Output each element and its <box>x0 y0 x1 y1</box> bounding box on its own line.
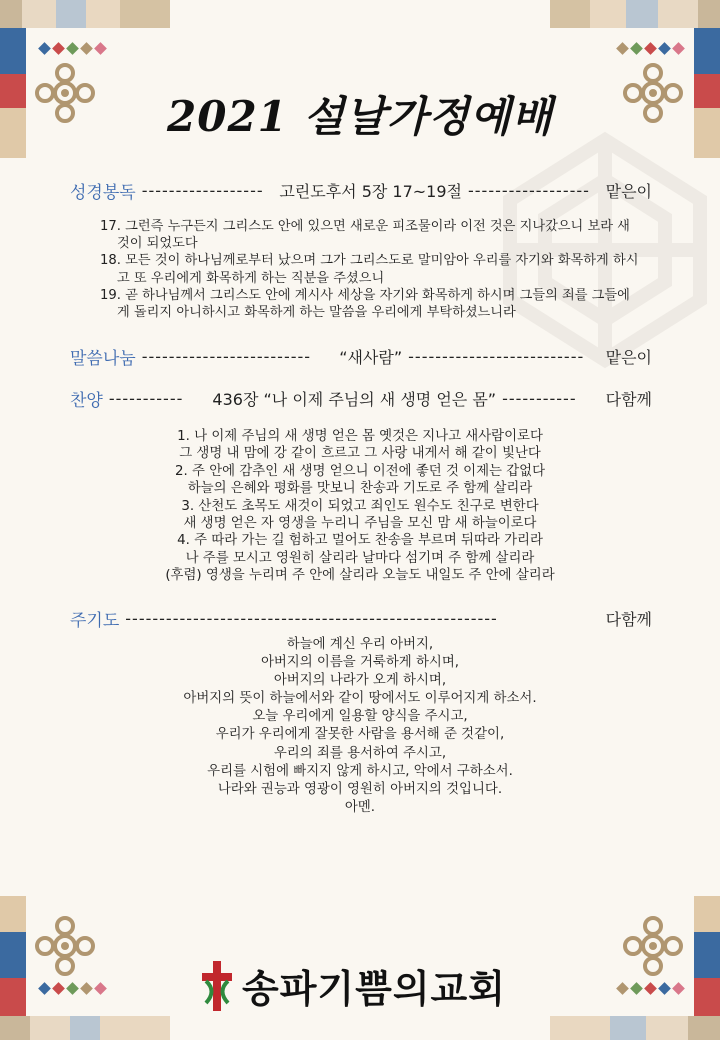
sermon-label: 말씀나눔 <box>70 349 136 369</box>
dash-leader: -------------------------- <box>408 347 585 366</box>
verse-18: 18. 모든 것이 하나님께로부터 났으며 그가 그리스도로 말미암아 우리를 자기와 화목하게 하시고 또 우리에게 화목하게 하는 직분을 주셨으니 <box>100 253 639 286</box>
diamond-row-top-left <box>40 44 105 53</box>
prayer-line: 하늘에 계신 우리 아버지, <box>286 637 434 652</box>
diamond-row-bottom-left <box>40 984 105 993</box>
prayer-line: 나라와 권능과 영광이 영원히 아버지의 것입니다. <box>217 781 503 797</box>
prayer-line: 우리를 시험에 빠지지 않게 하시고, 악에서 구하소서. <box>207 763 513 779</box>
hymn-line: 3. 산천도 초목도 새것이 되었고 죄인도 원수도 친구로 변한다 <box>181 498 539 514</box>
prayer-line: 아버지의 나라가 오게 하시며, <box>273 673 447 689</box>
dash-leader: ------------------------------------------------------- <box>125 609 498 628</box>
hymn-line: 그 생명 내 맘에 강 같이 흐르고 그 사랑 내게서 해 같이 빛난다 <box>179 446 541 462</box>
prayer-leader: 다함께 <box>605 610 652 629</box>
dash-leader: ------------------------- <box>141 347 312 366</box>
ornament-bottom-left-icon <box>34 915 96 977</box>
diamond-row-top-right <box>618 44 683 53</box>
left-bottom-pattern-strip <box>0 896 26 1016</box>
hymn-line: 2. 주 안에 감추인 새 생명 얻으니 이전에 좋던 것 이제는 갑없다 <box>174 463 546 479</box>
scripture-section-header <box>70 178 652 203</box>
prayer-line: 우리의 죄를 용서하여 주시고, <box>273 745 447 761</box>
sermon-title: “새사람” <box>339 348 403 367</box>
bottom-right-pattern-strip <box>550 1016 720 1040</box>
hymn-label: 찬양 <box>70 391 103 411</box>
prayer-section-header <box>70 606 652 631</box>
prayer-line: 아멘. <box>344 799 376 815</box>
right-bottom-pattern-strip <box>694 896 720 1016</box>
hymn-line: 새 생명 얻은 자 영생을 누리니 주님을 모신 맘 새 하늘이로다 <box>183 516 537 532</box>
page-title: 2021 설날가정예배 <box>167 92 553 141</box>
hymn-line: 1. 나 이제 주님의 새 생명 얻은 몸 옛것은 지나고 새사람이로다 <box>177 429 543 444</box>
sermon-section-header <box>70 344 652 369</box>
cross-icon <box>200 959 234 1013</box>
hymn-line: 하늘의 은혜와 평화를 맛보니 찬송과 기도로 주 함께 살리라 <box>187 481 533 497</box>
prayer-label: 주기도 <box>70 611 120 631</box>
bottom-left-pattern-strip <box>0 1016 170 1040</box>
top-left-pattern-strip <box>0 0 170 28</box>
sermon-leader: 맡은이 <box>605 348 652 367</box>
scripture-reference: 고린도후서 5장 17~19절 <box>279 182 462 201</box>
scripture-verses <box>100 218 640 321</box>
diamond-row-bottom-right <box>618 984 683 993</box>
top-right-pattern-strip <box>550 0 720 28</box>
hymn-line: 4. 주 따라 가는 길 험하고 멀어도 찬송을 부르며 뒤따라 가리라 <box>177 533 543 549</box>
scripture-label: 성경봉독 <box>70 183 136 203</box>
hymn-title: 436장 “나 이제 주님의 새 생명 얻은 몸” <box>212 390 497 409</box>
dash-leader: ----------- <box>502 389 577 408</box>
hymn-line: 나 주를 모시고 영원히 살리라 날마다 섬기며 주 함께 살리라 <box>185 550 535 566</box>
dash-leader: ------------------ <box>141 181 264 200</box>
lords-prayer-text <box>100 636 620 817</box>
dash-leader: ----------- <box>108 389 184 408</box>
prayer-line: 오늘 우리에게 일용할 양식을 주시고, <box>252 709 468 725</box>
hymn-line: (후렴) 영생을 누리며 주 안에 살리라 오늘도 내일도 주 안에 살리라 <box>165 568 555 584</box>
verse-19: 19. 곧 하나님께서 그리스도 안에 계시사 세상을 자기와 화목하게 하시며 그들의 죄를 그들에게 돌리지 아니하시고 화목하게 하는 말씀을 우리에게 부탁하셨느니라 <box>100 287 630 321</box>
prayer-line: 아버지의 뜻이 하늘에서와 같이 땅에서도 이루어지게 하소서. <box>183 691 537 707</box>
dash-leader: ------------------ <box>468 181 590 200</box>
church-name: 송파기쁨의교회 <box>242 967 506 1011</box>
hymn-leader: 다함께 <box>605 390 653 409</box>
church-logo <box>200 958 506 1013</box>
prayer-line: 우리가 우리에게 잘못한 사람을 용서해 준 것같이, <box>215 727 505 743</box>
prayer-line: 아버지의 이름을 거룩하게 하시며, <box>260 655 460 671</box>
ornament-bottom-right-icon <box>622 915 684 977</box>
hymn-section-header <box>70 386 652 411</box>
verse-17: 17. 그런즉 누구든지 그리스도 안에 있으면 새로운 피조물이라 이전 것은 지나갔으니 보라 새것이 되었도다 <box>100 219 630 252</box>
hymn-lyrics <box>80 428 640 585</box>
scripture-leader: 맡은이 <box>605 182 652 201</box>
